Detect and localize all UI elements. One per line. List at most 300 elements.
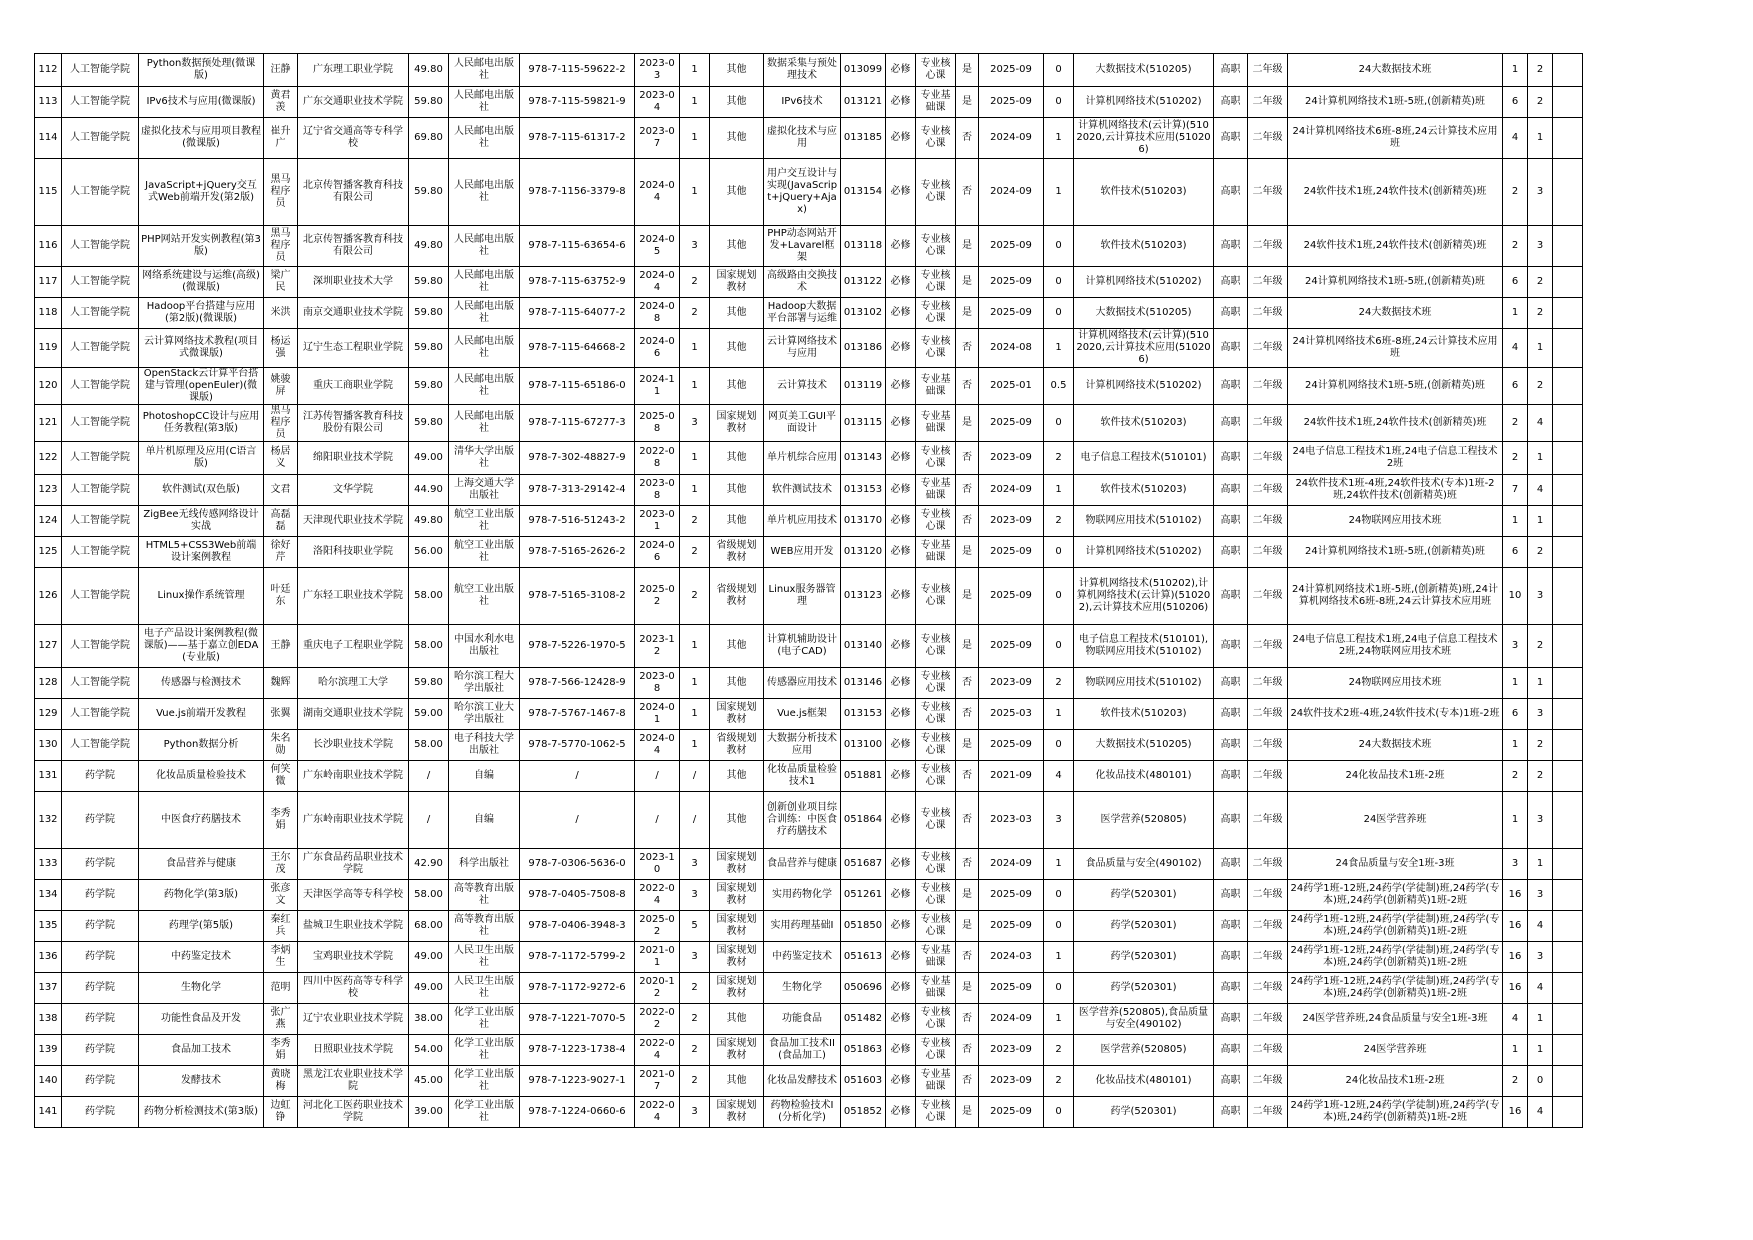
table-cell: 药学院 (62, 973, 139, 1004)
table-cell: 高职 (1214, 1004, 1248, 1035)
table-cell: 梁广民 (264, 267, 298, 298)
table-cell: 4 (1528, 973, 1553, 1004)
table-cell: 单片机应用技术 (764, 506, 841, 537)
table-cell: 2022-08 (635, 442, 680, 475)
table-cell: 否 (956, 475, 979, 506)
table-cell: 人工智能学院 (62, 405, 139, 442)
table-cell: 其他 (710, 329, 764, 368)
table-cell: 单片机原理及应用(C语言版) (139, 442, 264, 475)
table-cell: 人民卫生出版社 (449, 942, 520, 973)
table-cell: 是 (956, 568, 979, 625)
table-cell: 食品质量与安全(490102) (1074, 849, 1214, 880)
table-cell: 专业核心课 (916, 1035, 956, 1066)
table-cell: 2023-07 (635, 118, 680, 159)
table-cell: 否 (956, 329, 979, 368)
table-cell: 2023-01 (635, 506, 680, 537)
table-cell: 化学工业出版社 (449, 1035, 520, 1066)
table-cell: 必修 (886, 267, 916, 298)
table-cell: 人民邮电出版社 (449, 405, 520, 442)
table-cell: 人民邮电出版社 (449, 118, 520, 159)
table-cell: 专业核心课 (916, 1097, 956, 1128)
table-row (35, 792, 1583, 849)
table-cell: 生物化学 (139, 973, 264, 1004)
table-cell: 2023-03 (979, 792, 1044, 849)
table-cell: 是 (956, 54, 979, 87)
table-cell: 软件测试技术 (764, 475, 841, 506)
table-cell: 24计算机网络技术6班-8班,24云计算技术应用班 (1288, 118, 1503, 159)
table-cell: 徐好芹 (264, 537, 298, 568)
table-cell: 人工智能学院 (62, 625, 139, 668)
table-cell: 电子科技大学出版社 (449, 730, 520, 761)
table-cell: 59.80 (409, 405, 449, 442)
table-cell: 2023-03 (635, 54, 680, 87)
table-cell: 国家规划教材 (710, 699, 764, 730)
table-cell (1553, 880, 1583, 911)
table-cell: 58.00 (409, 880, 449, 911)
table-cell: 2 (1528, 761, 1553, 792)
table-cell: 用户交互设计与实现(JavaScript+jQuery+Ajax) (764, 159, 841, 226)
table-cell: 49.00 (409, 442, 449, 475)
table-cell: / (680, 761, 710, 792)
table-cell: 051687 (841, 849, 886, 880)
table-cell: 其他 (710, 625, 764, 668)
table-cell: 功能食品 (764, 1004, 841, 1035)
table-cell: 自编 (449, 792, 520, 849)
table-cell: 24软件技术1班-4班,24软件技术(专本)1班-2班,24软件技术(创新精英)班 (1288, 475, 1503, 506)
table-cell: OpenStack云计算平台搭建与管理(openEuler)(微课版) (139, 368, 264, 405)
table-cell: 张彦文 (264, 880, 298, 911)
table-cell: 黑马程序员 (264, 226, 298, 267)
table-cell: 实用药物化学 (764, 880, 841, 911)
table-cell: 2 (1044, 506, 1074, 537)
table-cell: 药物化学(第3版) (139, 880, 264, 911)
table-cell: 2 (680, 506, 710, 537)
table-cell: 航空工业出版社 (449, 568, 520, 625)
table-cell: 0 (1044, 730, 1074, 761)
table-cell: 米洪 (264, 298, 298, 329)
table-cell: 2 (1528, 298, 1553, 329)
table-cell: 必修 (886, 118, 916, 159)
table-cell: 国家规划教材 (710, 1035, 764, 1066)
table-row (35, 506, 1583, 537)
table-cell: 二年级 (1248, 537, 1288, 568)
table-cell: 59.00 (409, 699, 449, 730)
table-cell (1553, 475, 1583, 506)
table-cell: 高职 (1214, 730, 1248, 761)
table-cell: 978-7-0306-5636-0 (520, 849, 635, 880)
table-cell: 否 (956, 1066, 979, 1097)
table-cell: 是 (956, 911, 979, 942)
table-cell: 其他 (710, 54, 764, 87)
table-cell: 药理学(第5版) (139, 911, 264, 942)
table-cell: 必修 (886, 1066, 916, 1097)
table-cell: 2 (1528, 54, 1553, 87)
table-cell: 3 (1528, 792, 1553, 849)
table-cell: / (680, 792, 710, 849)
table-cell: 范明 (264, 973, 298, 1004)
table-cell: 051261 (841, 880, 886, 911)
table-cell: 978-7-5767-1467-8 (520, 699, 635, 730)
table-cell: 二年级 (1248, 267, 1288, 298)
table-cell: 哈尔滨工程大学出版社 (449, 668, 520, 699)
table-cell: 传感器应用技术 (764, 668, 841, 699)
table-cell: 专业核心课 (916, 442, 956, 475)
table-cell: 化妆品技术(480101) (1074, 1066, 1214, 1097)
table-cell: 必修 (886, 405, 916, 442)
table-cell (1553, 699, 1583, 730)
table-cell: 24物联网应用技术班 (1288, 668, 1503, 699)
table-cell: 电子信息工程技术(510101) (1074, 442, 1214, 475)
table-cell: 二年级 (1248, 911, 1288, 942)
table-cell (1553, 568, 1583, 625)
table-cell: 必修 (886, 54, 916, 87)
table-cell: 药学院 (62, 1035, 139, 1066)
table-cell: 药学(520301) (1074, 942, 1214, 973)
table-cell: 68.00 (409, 911, 449, 942)
table-cell: 3 (680, 405, 710, 442)
table-cell: 2023-10 (635, 849, 680, 880)
table-cell: 人工智能学院 (62, 329, 139, 368)
table-cell: 李秀娟 (264, 792, 298, 849)
table-cell: 1 (680, 118, 710, 159)
table-cell: 二年级 (1248, 761, 1288, 792)
table-cell: 专业基础课 (916, 537, 956, 568)
table-cell (1553, 267, 1583, 298)
table-cell: 必修 (886, 942, 916, 973)
table-cell: 3 (1528, 699, 1553, 730)
table-cell: 化妆品质量检验技术1 (764, 761, 841, 792)
table-cell: 李秀娟 (264, 1035, 298, 1066)
table-cell: 盐城卫生职业技术学院 (298, 911, 409, 942)
table-row (35, 537, 1583, 568)
table-cell: 121 (35, 405, 62, 442)
table-cell: 化学工业出版社 (449, 1066, 520, 1097)
table-cell: 24电子信息工程技术1班,24电子信息工程技术2班 (1288, 442, 1503, 475)
table-cell: 1 (1503, 792, 1528, 849)
table-cell: 45.00 (409, 1066, 449, 1097)
table-cell: 中药鉴定技术 (139, 942, 264, 973)
table-cell: 16 (1503, 1097, 1528, 1128)
table-cell: 4 (1528, 475, 1553, 506)
table-cell: 2025-09 (979, 54, 1044, 87)
table-cell: 1 (680, 87, 710, 118)
table-cell: 24大数据技术班 (1288, 730, 1503, 761)
table-cell: 1 (1528, 668, 1553, 699)
table-cell: 2023-08 (635, 475, 680, 506)
table-cell: 人民邮电出版社 (449, 267, 520, 298)
table-cell: Vue.js前端开发教程 (139, 699, 264, 730)
table-cell: WEB应用开发 (764, 537, 841, 568)
table-cell: 计算机网络技术(510202),计算机网络技术(云计算)(510202),云计算技术应用(510206) (1074, 568, 1214, 625)
table-cell: 1 (1528, 1035, 1553, 1066)
table-cell: IPv6技术与应用(微课版) (139, 87, 264, 118)
table-cell: 化学工业出版社 (449, 1004, 520, 1035)
table-cell: 魏辉 (264, 668, 298, 699)
table-cell: 1 (680, 329, 710, 368)
table-cell: 114 (35, 118, 62, 159)
table-cell: HTML5+CSS3Web前端设计案例教程 (139, 537, 264, 568)
table-cell: 2023-09 (979, 506, 1044, 537)
table-cell: 3 (680, 880, 710, 911)
table-cell: 网页美工GUI平面设计 (764, 405, 841, 442)
table-cell: 文君 (264, 475, 298, 506)
table-cell: 2024-09 (979, 118, 1044, 159)
table-cell: 药学(520301) (1074, 1097, 1214, 1128)
table-cell: 否 (956, 668, 979, 699)
table-cell: 大数据分析技术应用 (764, 730, 841, 761)
table-cell: 5 (680, 911, 710, 942)
table-cell: 高职 (1214, 699, 1248, 730)
table-cell: 黑马程序员 (264, 405, 298, 442)
table-cell: 2023-09 (979, 442, 1044, 475)
table-cell: 药学院 (62, 911, 139, 942)
table-cell: 功能性食品及开发 (139, 1004, 264, 1035)
table-cell: 高职 (1214, 1035, 1248, 1066)
table-cell: 计算机网络技术(510202) (1074, 537, 1214, 568)
table-cell: 2 (1503, 1066, 1528, 1097)
table-cell: 115 (35, 159, 62, 226)
table-cell: 2023-09 (979, 668, 1044, 699)
table-cell: 59.80 (409, 668, 449, 699)
table-cell: / (520, 792, 635, 849)
table-cell: 黄晓梅 (264, 1066, 298, 1097)
table-cell: 单片机综合应用 (764, 442, 841, 475)
table-cell: 1 (680, 442, 710, 475)
table-cell: 1 (1528, 1004, 1553, 1035)
table-cell: 24计算机网络技术1班-5班,(创新精英)班 (1288, 368, 1503, 405)
table-row (35, 368, 1583, 405)
table-cell: 58.00 (409, 568, 449, 625)
table-cell: 1 (1503, 668, 1528, 699)
table-cell: / (409, 761, 449, 792)
table-row (35, 730, 1583, 761)
table-cell: 126 (35, 568, 62, 625)
table-cell: 124 (35, 506, 62, 537)
table-cell: 44.90 (409, 475, 449, 506)
table-cell: 哈尔滨工业大学出版社 (449, 699, 520, 730)
table-cell: 物联网应用技术(510102) (1074, 506, 1214, 537)
table-cell: 高职 (1214, 159, 1248, 226)
table-cell: 国家规划教材 (710, 849, 764, 880)
table-cell: 4 (1503, 118, 1528, 159)
table-cell: 人工智能学院 (62, 368, 139, 405)
table-row (35, 118, 1583, 159)
table-cell: 38.00 (409, 1004, 449, 1035)
table-cell: 137 (35, 973, 62, 1004)
table-cell: 湖南交通职业技术学院 (298, 699, 409, 730)
table-cell: 0 (1044, 625, 1074, 668)
table-cell: 软件技术(510203) (1074, 159, 1214, 226)
table-cell: 24计算机网络技术1班-5班,(创新精英)班,24计算机网络技术6班-8班,24云计算技术应用班 (1288, 568, 1503, 625)
table-cell: 专业基础课 (916, 942, 956, 973)
table-cell: 0 (1044, 405, 1074, 442)
table-cell: 专业核心课 (916, 298, 956, 329)
table-cell: 3 (680, 226, 710, 267)
table-cell: 杨运强 (264, 329, 298, 368)
textbook-table (34, 53, 1583, 1128)
table-cell: 24药学1班-12班,24药学(学徒制)班,24药学(专本)班,24药学(创新精英)1班-2班 (1288, 1097, 1503, 1128)
table-cell: 是 (956, 973, 979, 1004)
table-cell: 2024-06 (635, 537, 680, 568)
table-cell (1553, 668, 1583, 699)
table-cell: 二年级 (1248, 405, 1288, 442)
table-cell: 013099 (841, 54, 886, 87)
table-cell: 必修 (886, 1097, 916, 1128)
table-cell: 42.90 (409, 849, 449, 880)
table-cell: 文华学院 (298, 475, 409, 506)
table-cell: 24大数据技术班 (1288, 54, 1503, 87)
table-cell: 黑龙江农业职业技术学院 (298, 1066, 409, 1097)
table-cell: 高职 (1214, 537, 1248, 568)
table-cell: 2022-02 (635, 1004, 680, 1035)
table-cell: 978-7-5226-1970-5 (520, 625, 635, 668)
table-cell: 计算机网络技术(510202) (1074, 87, 1214, 118)
table-row (35, 267, 1583, 298)
table-cell: 其他 (710, 298, 764, 329)
table-cell: 24物联网应用技术班 (1288, 506, 1503, 537)
table-cell: 高职 (1214, 1066, 1248, 1097)
table-cell: 123 (35, 475, 62, 506)
table-cell: 国家规划教材 (710, 942, 764, 973)
table-cell: 2 (1528, 537, 1553, 568)
table-cell: 16 (1503, 973, 1528, 1004)
table-cell: 3 (1528, 942, 1553, 973)
table-cell: 1 (680, 54, 710, 87)
table-row (35, 880, 1583, 911)
table-cell (1553, 329, 1583, 368)
table-cell: 是 (956, 537, 979, 568)
table-cell: 化妆品质量检验技术 (139, 761, 264, 792)
table-cell: 2024-04 (635, 159, 680, 226)
table-cell: 云计算网络技术教程(项目式微课版) (139, 329, 264, 368)
table-cell: 上海交通大学出版社 (449, 475, 520, 506)
table-cell: 4 (1044, 761, 1074, 792)
table-cell: 四川中医药高等专科学校 (298, 973, 409, 1004)
table-cell (1553, 506, 1583, 537)
table-cell: 电子产品设计案例教程(微课版)——基于嘉立创EDA(专业版) (139, 625, 264, 668)
table-cell: 978-7-115-63752-9 (520, 267, 635, 298)
table-cell: 其他 (710, 442, 764, 475)
table-cell: 边虹铮 (264, 1097, 298, 1128)
table-cell: 人工智能学院 (62, 298, 139, 329)
table-cell: 广东轻工职业技术学院 (298, 568, 409, 625)
table-row (35, 568, 1583, 625)
table-cell: 978-7-0405-7508-8 (520, 880, 635, 911)
table-cell: 7 (1503, 475, 1528, 506)
table-cell (1553, 761, 1583, 792)
table-cell: 人工智能学院 (62, 537, 139, 568)
table-cell: 39.00 (409, 1097, 449, 1128)
table-cell: 中药鉴定技术 (764, 942, 841, 973)
table-cell: 49.00 (409, 973, 449, 1004)
table-cell: 药学(520301) (1074, 911, 1214, 942)
table-cell: 必修 (886, 1004, 916, 1035)
table-cell: 其他 (710, 668, 764, 699)
table-cell: 59.80 (409, 298, 449, 329)
table-cell: 978-7-115-63654-6 (520, 226, 635, 267)
table-cell: 0 (1044, 880, 1074, 911)
table-cell: 人工智能学院 (62, 699, 139, 730)
table-cell: 4 (1503, 1004, 1528, 1035)
table-row (35, 475, 1583, 506)
table-cell: 24药学1班-12班,24药学(学徒制)班,24药学(专本)班,24药学(创新精英)1班-2班 (1288, 911, 1503, 942)
table-cell: 051603 (841, 1066, 886, 1097)
table-cell: 978-7-1223-1738-4 (520, 1035, 635, 1066)
table-cell: 二年级 (1248, 668, 1288, 699)
table-cell: 2025-09 (979, 880, 1044, 911)
table-cell: 王尔茂 (264, 849, 298, 880)
table-cell: 013170 (841, 506, 886, 537)
table-cell: 2 (1503, 159, 1528, 226)
table-cell: 否 (956, 368, 979, 405)
table-cell: 1 (680, 368, 710, 405)
table-cell: 1 (680, 625, 710, 668)
table-cell: 二年级 (1248, 54, 1288, 87)
table-cell: 2023-09 (979, 1035, 1044, 1066)
table-cell: 高职 (1214, 118, 1248, 159)
table-cell: 云计算技术 (764, 368, 841, 405)
table-cell: 10 (1503, 568, 1528, 625)
table-cell: 必修 (886, 1035, 916, 1066)
table-cell: 051864 (841, 792, 886, 849)
table-cell: 2025-09 (979, 226, 1044, 267)
table-cell: 专业核心课 (916, 1004, 956, 1035)
table-cell: / (635, 761, 680, 792)
table-cell: 电子信息工程技术(510101),物联网应用技术(510102) (1074, 625, 1214, 668)
table-cell: 051863 (841, 1035, 886, 1066)
table-cell: 二年级 (1248, 1004, 1288, 1035)
table-cell: 否 (956, 942, 979, 973)
table-cell: 药学院 (62, 849, 139, 880)
table-cell: 2024-06 (635, 329, 680, 368)
table-cell: 二年级 (1248, 973, 1288, 1004)
table-cell: 专业基础课 (916, 475, 956, 506)
table-cell: 2021-01 (635, 942, 680, 973)
table-cell: 3 (680, 1097, 710, 1128)
table-cell: 1 (680, 475, 710, 506)
table-cell: 2 (680, 267, 710, 298)
table-row (35, 159, 1583, 226)
table-cell (1553, 298, 1583, 329)
table-cell: 24软件技术1班,24软件技术(创新精英)班 (1288, 159, 1503, 226)
table-cell: 航空工业出版社 (449, 537, 520, 568)
table-cell: 二年级 (1248, 880, 1288, 911)
table-cell (1553, 1035, 1583, 1066)
table-cell: 1 (1528, 849, 1553, 880)
table-cell: 否 (956, 118, 979, 159)
table-cell: 高职 (1214, 329, 1248, 368)
table-cell: 130 (35, 730, 62, 761)
table-cell: 医学营养(520805) (1074, 792, 1214, 849)
table-cell: 专业核心课 (916, 911, 956, 942)
table-cell: 6 (1503, 267, 1528, 298)
table-cell: 高职 (1214, 475, 1248, 506)
table-cell: 否 (956, 1004, 979, 1035)
table-cell: 2 (1503, 405, 1528, 442)
table-cell: 专业基础课 (916, 405, 956, 442)
table-cell: 中国水利水电出版社 (449, 625, 520, 668)
table-cell: 二年级 (1248, 942, 1288, 973)
table-row (35, 1066, 1583, 1097)
table-cell: 高职 (1214, 625, 1248, 668)
table-cell: 2 (1503, 442, 1528, 475)
table-cell: 051852 (841, 1097, 886, 1128)
table-cell: 高职 (1214, 267, 1248, 298)
table-cell: 013122 (841, 267, 886, 298)
table-cell: 软件技术(510203) (1074, 475, 1214, 506)
table-cell: 其他 (710, 118, 764, 159)
table-cell: 虚拟化技术与应用 (764, 118, 841, 159)
